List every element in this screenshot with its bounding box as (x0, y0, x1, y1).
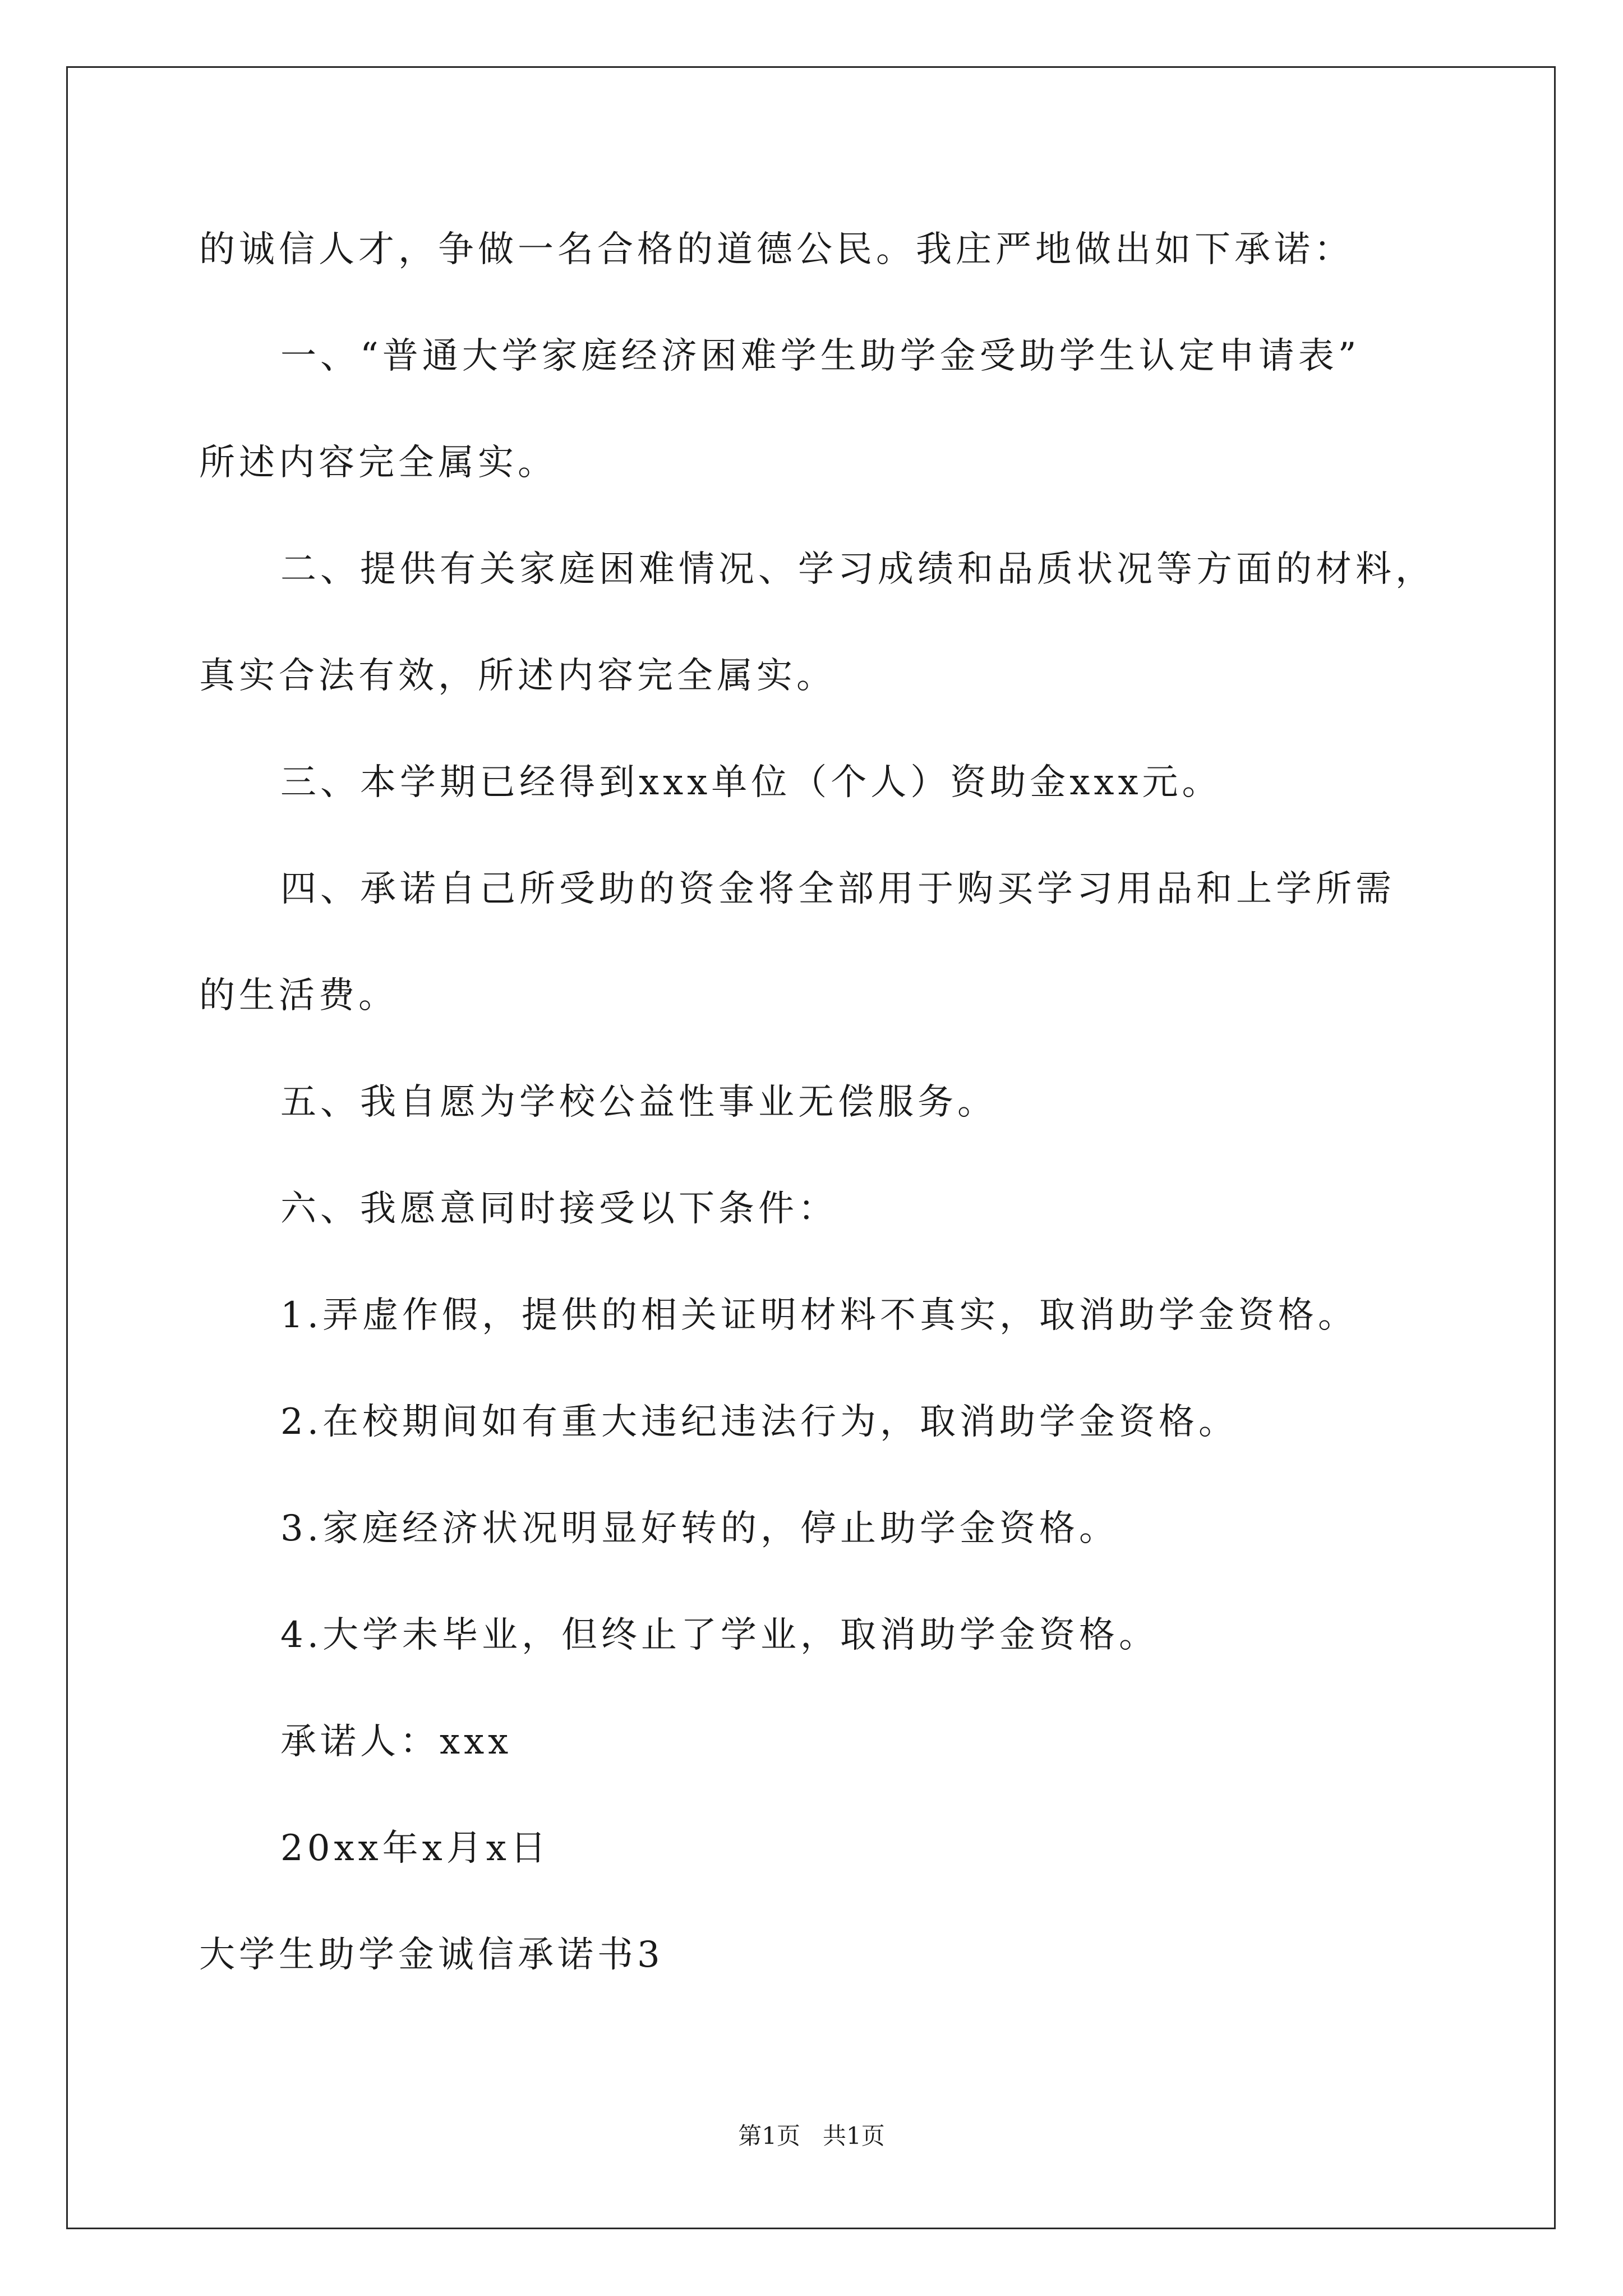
paragraph-line-12: 2.在校期间如有重大违纪违法行为，取消助学金资格。 (280, 1401, 1239, 1443)
signatory-line: 承诺人：xxx (280, 1721, 513, 1763)
paragraph-line-10: 六、我愿意同时接受以下条件： (280, 1188, 838, 1230)
paragraph-line-4: 二、提供有关家庭困难情况、学习成绩和品质状况等方面的材料， (280, 549, 1435, 590)
section-heading: 大学生助学金诚信承诺书3 (199, 1934, 664, 1976)
date-line: 20xx年x月x日 (280, 1828, 550, 1869)
paragraph-line-6: 三、本学期已经得到xxx单位（个人）资助金xxx元。 (280, 762, 1222, 803)
paragraph-line-2: 一、“普通大学家庭经济困难学生助学金受助学生认定申请表” (280, 335, 1361, 377)
paragraph-line-8: 的生活费。 (199, 975, 398, 1016)
paragraph-line-11: 1.弄虚作假，提供的相关证明材料不真实，取消助学金资格。 (280, 1295, 1358, 1336)
paragraph-line-9: 五、我自愿为学校公益性事业无偿服务。 (280, 1082, 997, 1123)
page-number-footer: 第1页 共1页 (738, 2122, 885, 2150)
paragraph-line-14: 4.大学未毕业，但终止了学业，取消助学金资格。 (280, 1614, 1159, 1656)
page-border (66, 66, 1556, 2229)
paragraph-line-1: 的诚信人才，争做一名合格的道德公民。我庄严地做出如下承诺： (199, 229, 1354, 270)
paragraph-line-5: 真实合法有效，所述内容完全属实。 (199, 655, 836, 697)
paragraph-line-7: 四、承诺自己所受助的资金将全部用于购买学习用品和上学所需 (280, 868, 1395, 910)
paragraph-line-3: 所述内容完全属实。 (199, 442, 557, 484)
paragraph-line-13: 3.家庭经济状况明显好转的，停止助学金资格。 (280, 1508, 1119, 1549)
